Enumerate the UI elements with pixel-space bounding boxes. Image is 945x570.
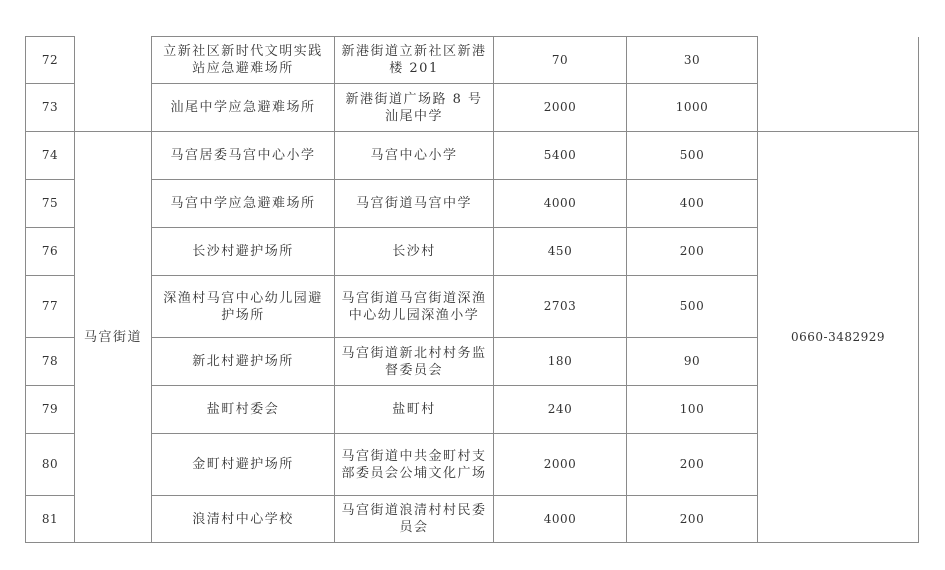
- shelter-area: 4000: [494, 496, 627, 543]
- shelter-area: 4000: [494, 180, 627, 228]
- shelter-address: 马宫街道浪清村村民委员会: [335, 496, 494, 543]
- shelter-name: 金町村避护场所: [152, 434, 335, 496]
- shelter-area: 70: [494, 37, 627, 84]
- shelter-capacity: 100: [627, 386, 758, 434]
- shelter-area: 2703: [494, 276, 627, 338]
- row-number: 75: [26, 180, 75, 228]
- row-number: 79: [26, 386, 75, 434]
- shelter-capacity: 200: [627, 228, 758, 276]
- shelter-name: 长沙村避护场所: [152, 228, 335, 276]
- shelter-area: 5400: [494, 132, 627, 180]
- shelter-name: 新北村避护场所: [152, 338, 335, 386]
- shelter-name: 马宫中学应急避难场所: [152, 180, 335, 228]
- shelter-address: 新港街道立新社区新港楼 201: [335, 37, 494, 84]
- row-number: 73: [26, 84, 75, 132]
- shelter-address: 马宫街道马宫中学: [335, 180, 494, 228]
- shelter-area: 180: [494, 338, 627, 386]
- shelter-capacity: 400: [627, 180, 758, 228]
- shelter-capacity: 90: [627, 338, 758, 386]
- shelter-capacity: 500: [627, 276, 758, 338]
- street-cell-empty: [75, 37, 152, 132]
- shelter-address: 马宫街道新北村村务监督委员会: [335, 338, 494, 386]
- shelter-name: 马宫居委马宫中心小学: [152, 132, 335, 180]
- shelter-area: 240: [494, 386, 627, 434]
- shelter-capacity: 500: [627, 132, 758, 180]
- table-row: [26, 132, 919, 180]
- row-number: 81: [26, 496, 75, 543]
- row-number: 76: [26, 228, 75, 276]
- table-row: [26, 37, 919, 84]
- shelter-name: 盐町村委会: [152, 386, 335, 434]
- shelter-address: 新港街道广场路 8 号汕尾中学: [335, 84, 494, 132]
- shelter-address: 长沙村: [335, 228, 494, 276]
- row-number: 77: [26, 276, 75, 338]
- row-number: 72: [26, 37, 75, 84]
- row-number: 80: [26, 434, 75, 496]
- shelter-address: 盐町村: [335, 386, 494, 434]
- street-name: 马宫街道: [75, 132, 152, 543]
- shelter-area: 2000: [494, 84, 627, 132]
- contact-phone: 0660-3482929: [758, 132, 919, 543]
- shelter-address: 马宫街道马宫街道深渔中心幼儿园深渔小学: [335, 276, 494, 338]
- shelter-table: [25, 36, 919, 543]
- shelter-capacity: 30: [627, 37, 758, 84]
- shelter-address: 马宫中心小学: [335, 132, 494, 180]
- shelter-address: 马宫街道中共金町村支部委员会公埔文化广场: [335, 434, 494, 496]
- shelter-capacity: 200: [627, 496, 758, 543]
- shelter-name: 立新社区新时代文明实践站应急避难场所: [152, 37, 335, 84]
- shelter-name: 深渔村马宫中心幼儿园避护场所: [152, 276, 335, 338]
- shelter-capacity: 1000: [627, 84, 758, 132]
- shelter-name: 汕尾中学应急避难场所: [152, 84, 335, 132]
- shelter-name: 浪清村中心学校: [152, 496, 335, 543]
- phone-cell-empty: [758, 37, 919, 132]
- row-number: 78: [26, 338, 75, 386]
- shelter-capacity: 200: [627, 434, 758, 496]
- shelter-area: 2000: [494, 434, 627, 496]
- shelter-area: 450: [494, 228, 627, 276]
- row-number: 74: [26, 132, 75, 180]
